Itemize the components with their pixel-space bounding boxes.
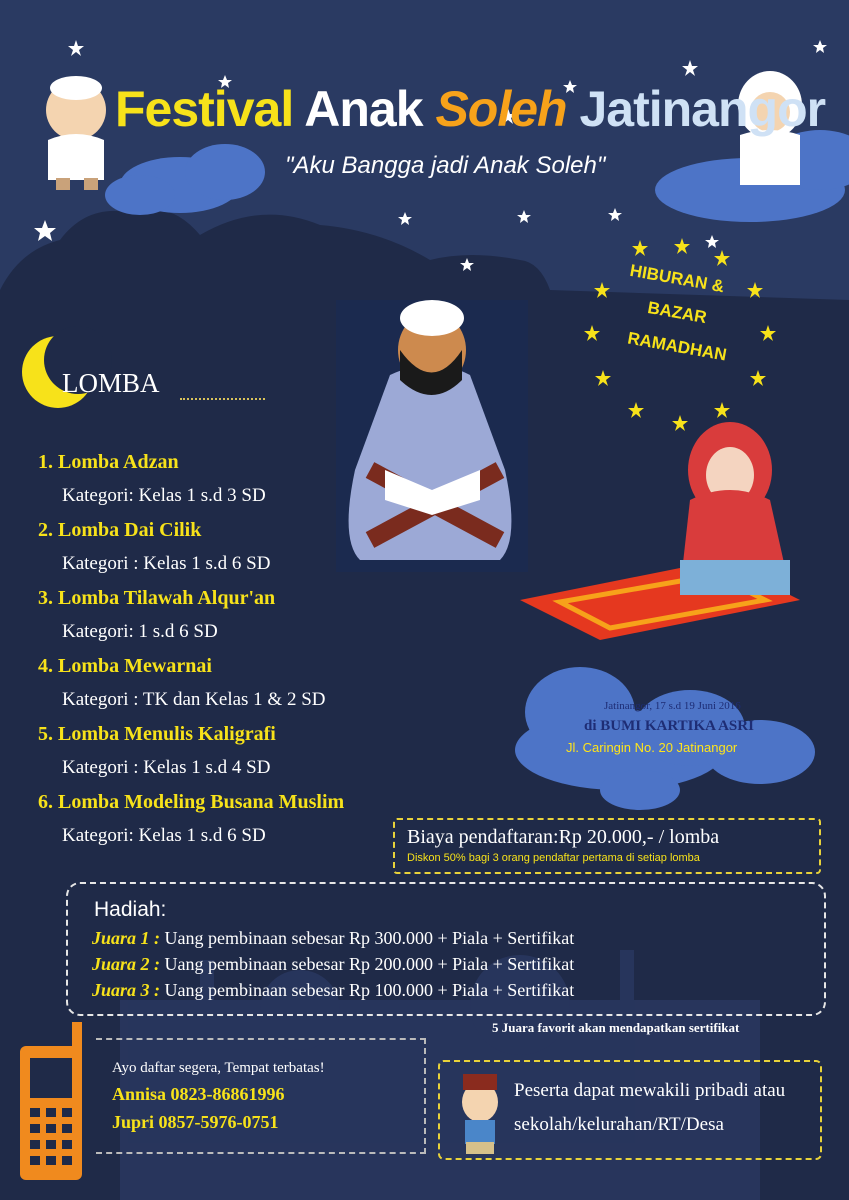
side-event-line1: HIBURAN & xyxy=(628,260,726,297)
competition-category: Kategori : Kelas 1 s.d 4 SD xyxy=(62,757,271,778)
list-item xyxy=(38,584,344,652)
contact-annisa: Annisa 0823-86861996 xyxy=(112,1084,285,1104)
lomba-divider xyxy=(180,398,265,400)
venue-name: di BUMI KARTIKA ASRI xyxy=(584,718,754,734)
competition-list xyxy=(38,448,344,856)
prize-text: Uang pembinaan sebesar Rp 200.000 + Piala + Sertifikat xyxy=(164,954,575,974)
lomba-heading: LOMBA xyxy=(62,368,160,398)
competition-category: Kategori : TK dan Kelas 1 & 2 SD xyxy=(62,689,326,710)
competition-category: Kategori: Kelas 1 s.d 3 SD xyxy=(62,485,266,506)
prize-text: Uang pembinaan sebesar Rp 300.000 + Piala + Sertifikat xyxy=(164,928,575,948)
list-item xyxy=(38,720,344,788)
quran-reader-icon xyxy=(336,300,528,572)
prize-row xyxy=(92,928,574,949)
participant-line1: Peserta dapat mewakili pribadi atau xyxy=(514,1080,786,1101)
event-title xyxy=(115,80,825,138)
list-item xyxy=(38,448,344,516)
registration-headline: Ayo daftar segera, Tempat terbatas! xyxy=(112,1060,325,1076)
side-event-badge xyxy=(612,262,742,364)
prize-title: Hadiah: xyxy=(94,898,167,921)
competition-category: Kategori: 1 s.d 6 SD xyxy=(62,621,218,642)
participant-note-box xyxy=(438,1060,822,1160)
competition-category: Kategori : Kelas 1 s.d 6 SD xyxy=(62,553,271,574)
contact-jupri: Jupri 0857-5976-0751 xyxy=(112,1112,279,1132)
title-soleh: Soleh xyxy=(435,81,567,137)
list-item xyxy=(38,652,344,720)
prize-box xyxy=(66,882,826,1016)
prize-label: Juara 1 : xyxy=(92,928,161,948)
list-item xyxy=(38,516,344,584)
venue-date: Jatinangor, 17 s.d 19 Juni 2016 xyxy=(604,700,741,712)
registration-fee-box xyxy=(393,818,821,874)
registration-fee: Biaya pendaftaran:Rp 20.000,- / lomba xyxy=(407,826,720,848)
registration-contact-box xyxy=(96,1038,426,1154)
venue-address: Jl. Caringin No. 20 Jatinangor xyxy=(566,740,738,755)
participant-line2: sekolah/kelurahan/RT/Desa xyxy=(514,1114,724,1135)
side-event-line2: BAZAR xyxy=(646,297,709,328)
title-anak: Anak xyxy=(304,81,423,137)
competition-name: 6. Lomba Modeling Busana Muslim xyxy=(38,791,345,813)
cloud-left xyxy=(105,144,265,215)
prize-label: Juara 3 : xyxy=(92,980,161,1000)
prize-label: Juara 2 : xyxy=(92,954,161,974)
competition-category: Kategori: Kelas 1 s.d 6 SD xyxy=(62,825,266,846)
competition-name: 1. Lomba Adzan xyxy=(38,451,179,473)
competition-name: 2. Lomba Dai Cilik xyxy=(38,519,202,541)
prayer-mat-girl-icon xyxy=(520,422,800,640)
discount-note: Diskon 50% bagi 3 orang pendaftar pertama di setiap lomba xyxy=(407,852,700,864)
title-festival: Festival xyxy=(115,81,294,137)
praying-boy-icon xyxy=(46,76,106,190)
list-item xyxy=(38,788,344,856)
venue-cloud xyxy=(515,667,815,810)
competition-name: 5. Lomba Menulis Kaligrafi xyxy=(38,723,276,745)
competition-name: 3. Lomba Tilawah Alqur'an xyxy=(38,587,276,609)
participant-note xyxy=(514,1074,785,1142)
prize-text: Uang pembinaan sebesar Rp 100.000 + Piala + Sertifikat xyxy=(164,980,575,1000)
prize-row xyxy=(92,954,574,975)
favorite-prize-note: 5 Juara favorit akan mendapatkan sertifikat xyxy=(492,1020,740,1035)
prize-row xyxy=(92,980,574,1001)
side-event-line3: RAMADHAN xyxy=(626,328,729,365)
phone-icon xyxy=(18,1022,86,1182)
title-jatinangor: Jatinangor xyxy=(579,81,826,137)
competition-name: 4. Lomba Mewarnai xyxy=(38,655,212,677)
tagline: "Aku Bangga jadi Anak Soleh" xyxy=(285,152,606,179)
